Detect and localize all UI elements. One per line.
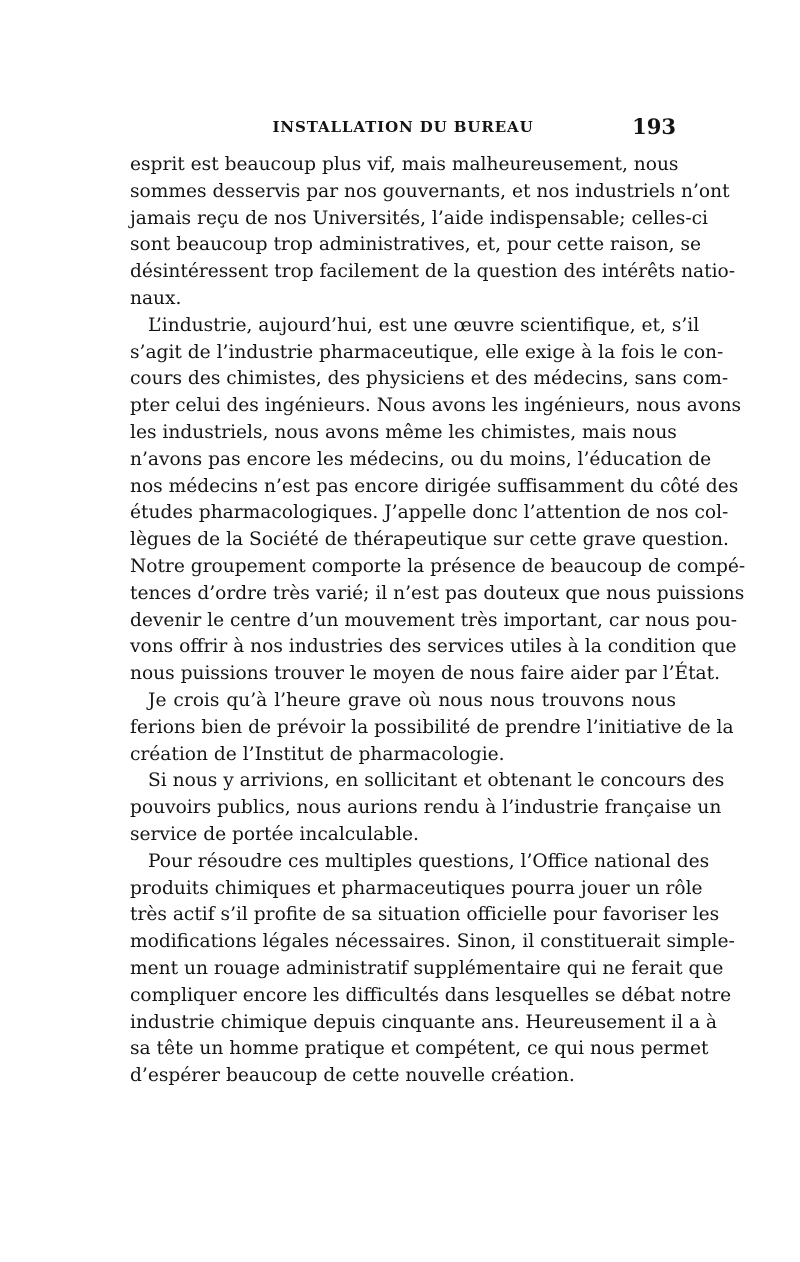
running-title: INSTALLATION DU BUREAU <box>272 118 534 136</box>
text-line: très actif s’il profite de sa situation officielle pour favoriser les <box>130 904 720 926</box>
text-line: cours des chimistes, des physiciens et des médecins, sans com- <box>130 368 729 390</box>
text-line: produits chimiques et pharmaceutiques pourra jouer un rôle <box>130 877 703 899</box>
text-line: ferions bien de prévoir la possibilité de prendre l’initiative de la <box>130 716 734 738</box>
text-line: n’avons pas encore les médecins, ou du moins, l’éducation de <box>130 448 712 470</box>
text-line: Notre groupement comporte la présence de beaucoup de compé- <box>130 555 746 577</box>
text-line: Je crois qu’à l’heure grave où nous nous trouvons nous <box>148 689 676 711</box>
text-line: Si nous y arrivions, en sollicitant et obtenant le concours des <box>148 770 725 792</box>
body-text <box>130 152 746 1090</box>
text-line: sont beaucoup trop administratives, et, pour cette raison, se <box>130 234 702 256</box>
text-line: devenir le centre d’un mouvement très important, car nous pou- <box>130 609 738 631</box>
text-line: tences d’ordre très varié; il n’est pas douteux que nous puissions <box>130 582 745 604</box>
text-line: ment un rouage administratif supplémentaire qui ne ferait que <box>130 957 724 979</box>
text-line: études pharmacologiques. J’appelle donc l’attention de nos col- <box>130 502 729 524</box>
text-line: Pour résoudre ces multiples questions, l’Office national des <box>148 850 710 872</box>
page-number: 193 <box>632 114 676 139</box>
text-line: modifications légales nécessaires. Sinon, il constituerait simple- <box>130 931 735 953</box>
text-line: naux. <box>130 287 182 309</box>
text-line: pouvoirs publics, nous aurions rendu à l’industrie française un <box>130 797 722 819</box>
text-line: les industriels, nous avons même les chimistes, mais nous <box>130 421 677 443</box>
text-line: s’agit de l’industrie pharmaceutique, elle exige à la fois le con- <box>130 341 724 363</box>
text-line: création de l’Institut de pharmacologie. <box>130 743 505 765</box>
text-line: sommes desservis par nos gouvernants, et nos industriels n’ont <box>130 180 730 202</box>
text-line: service de portée incalculable. <box>130 823 419 845</box>
text-line: compliquer encore les difficultés dans lesquelles se débat notre <box>130 984 732 1006</box>
text-line: jamais reçu de nos Universités, l’aide indispensable; celles-ci <box>130 207 708 229</box>
text-line: nos médecins n’est pas encore dirigée suffisamment du côté des <box>130 475 739 497</box>
running-head <box>130 114 676 142</box>
text-line: lègues de la Société de thérapeutique sur cette grave question. <box>130 529 729 551</box>
text-line: nous puissions trouver le moyen de nous faire aider par l’État. <box>130 663 721 685</box>
text-line: d’espérer beaucoup de cette nouvelle création. <box>130 1065 575 1087</box>
text-line: pter celui des ingénieurs. Nous avons les ingénieurs, nous avons <box>130 395 742 417</box>
text-line: sa tête un homme pratique et compétent, ce qui nous permet <box>130 1038 709 1060</box>
text-line: vons offrir à nos industries des services utiles à la condition que <box>130 636 737 658</box>
text-line: désintéressent trop facilement de la question des intérêts natio- <box>130 261 736 283</box>
text-line: industrie chimique depuis cinquante ans. Heureusement il a à <box>130 1011 718 1033</box>
text-line: esprit est beaucoup plus vif, mais malheureusement, nous <box>130 154 679 175</box>
text-line: L’industrie, aujourd’hui, est une œuvre scientifique, et, s’il <box>148 314 700 336</box>
